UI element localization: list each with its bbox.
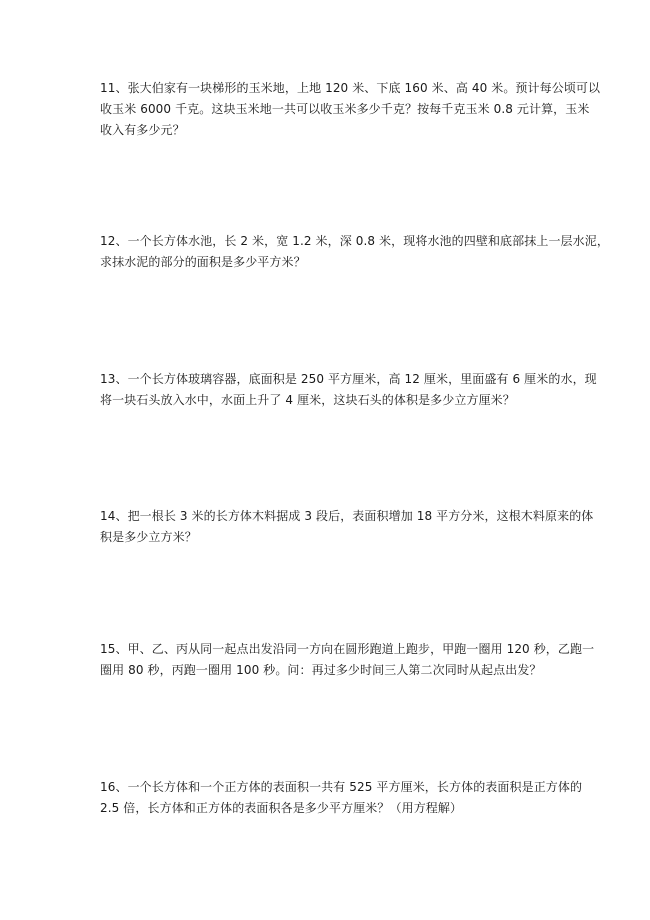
problem-14-line-1: 14、把一根长 3 米的长方体木料据成 3 段后，表面积增加 18 平方分米，这根木料原来的体 <box>100 509 594 523</box>
problem-16-line-1: 16、一个长方体和一个正方体的表面积一共有 525 平方厘米，长方体的表面积是正方体的 <box>100 780 583 794</box>
problem-13 <box>100 369 597 411</box>
problem-15 <box>100 639 595 681</box>
problem-12 <box>100 231 609 273</box>
problem-13-line-1: 13、一个长方体玻璃容器，底面积是 250 平方厘米，高 12 厘米，里面盛有 6 厘米的水，现 <box>100 372 597 386</box>
problem-16-line-2: 2.5 倍，长方体和正方体的表面积各是多少平方厘米？（用方程解） <box>100 801 463 815</box>
problem-11 <box>100 78 601 141</box>
problem-13-line-2: 将一块石头放入水中，水面上升了 4 厘米，这块石头的体积是多少立方厘米？ <box>100 393 515 407</box>
problem-12-line-1: 12、一个长方体水池，长 2 米，宽 1.2 米，深 0.8 米，现将水池的四壁和底部抹上一层水泥， <box>100 234 609 248</box>
problem-15-line-1: 15、甲、乙、丙从同一起点出发沿同一方向在圆形跑道上跑步，甲跑一圈用 120 秒，乙跑一 <box>100 642 595 656</box>
problem-16 <box>100 777 583 819</box>
problem-15-line-2: 圈用 80 秒，丙跑一圈用 100 秒。问：再过多少时间三人第二次同时从起点出发？ <box>100 663 542 677</box>
problem-11-line-3: 收入有多少元？ <box>100 123 185 137</box>
problem-12-line-2: 求抹水泥的部分的面积是多少平方米？ <box>100 255 306 269</box>
problem-11-line-1: 11、张大伯家有一块梯形的玉米地，上地 120 米、下底 160 米、高 40 米。预计每公顷可以 <box>100 81 601 95</box>
problem-14 <box>100 506 594 548</box>
problem-11-line-2: 收玉米 6000 千克。这块玉米地一共可以收玉米多少千克？按每千克玉米 0.8 元计算，玉米 <box>100 102 590 116</box>
problem-14-line-2: 积是多少立方米？ <box>100 530 197 544</box>
